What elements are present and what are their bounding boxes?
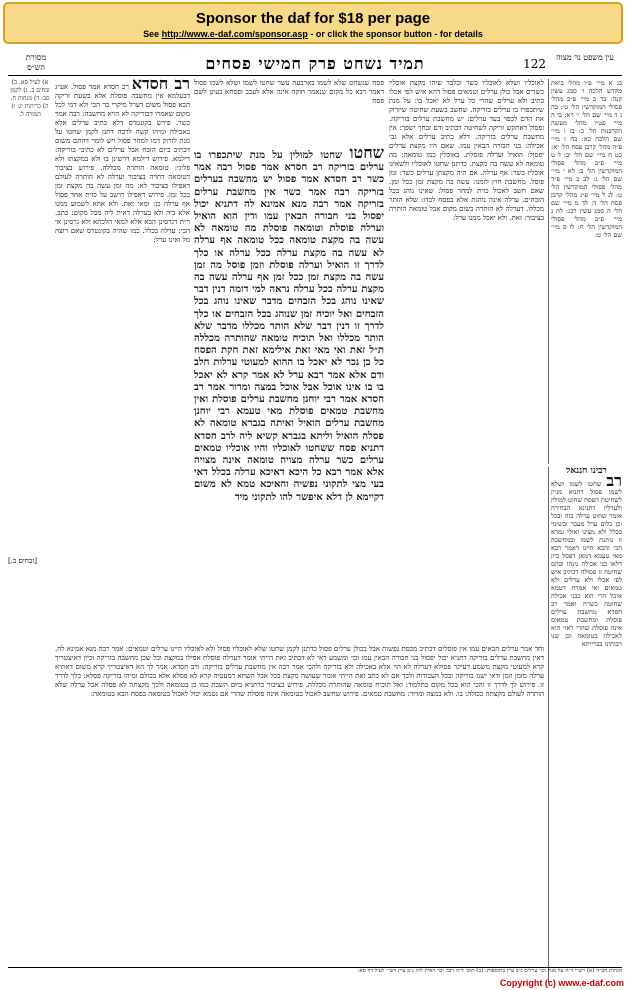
sponsor-banner-title[interactable]: Sponsor the daf for $18 per page — [195, 10, 431, 27]
sponsor-subtitle-suffix: - or click the sponsor button - for details — [307, 29, 483, 39]
page-header — [8, 47, 622, 77]
rashi-column: לאוכליו ושלא לאוכליו כשר ובלבד שיהו מקצת אוכליו כשרים אבל כולן ערלים וטמאים פסול דהא איש לפי אכלו כתיב ולא ערלים שהרי כל ערל לא יאכל בו: על מנת שיתכפרו בו ערלים בזריקה. שחשב בשעת שחיטה שיזרוק את הדם לכפר בעד ערלים: יש מחשבת ערלים בזריקה. ופסול דאתקש זריקה לשחיטה דכתיב ודם זבחך ישפך: אין מחשבת ערלים בזריקה. דלא כתיב ערלים אלא גבי אכילה: בני חבורה הבאין עמו. שאם היו מקצת ערלים יפסול: הואיל וערלה פוסלת. באוכלין כמו טומאה: מה טומאה לא עשה בה מקצת. כדתנן שחטו לאוכליו ולשאינו אוכליו כשר: אף ערלה. אם היה מקצתן ערלים כשר: זמן פוסל. מחשבת חוץ לזמנו: עשה בה מקצת זמן ככל זמן. שאם חשב לאכול כזית למחר פסול: שאינו נוהג בכל הזבחים. ערלה אינה נוהגת אלא בפסח לבדו: שלא הותר מכללו. דערלה לא הותרה בשום מקום אבל טומאה הותרה בציבור: זאת. ולא יאכל ממנו ערל: — [389, 79, 544, 222]
tosafot-text: רב חסדא אמר פסול. אע״ג דבעלמא אין מחשבה פוסלת אלא בשעת זריקה הכא פסול משום דערל מיקרי בר הכי ולא דמי לכל מקום שאמרו דבזריקה לא הויא מחשבה: רבה אמר כשר. פירש בקונטרס דלא כתיב ערלים אלא באכילה ומיהו קשה לרבה דתנן לקמן שחטו על מנת לזרוק דמו למחר פסול ויש לומר דהתם משום דכתיב ביום הזבח אבל ערלים לא כתיבי בזריקה: דילמא. פירוש דילמא דרשינן בו ולא במקצתו ולא פליגי: טומאה הותרה מכללה. פירוש בציבור דטומאה דחויה בציבור וערלה לא הותרה לעולם דאפילו בציבור לא: מה זמן עשה בה מקצת זמן ככל זמן. פירוש דאפילו חישב על כזית אחד פסול אף ערלה כן: ומאי זאת. ולא אתא לשמוע ממנו אלא ביה ולא בערלה דאית ליה מכל מקום: כתב. ר״ת דגרסינן הכא אלא למאי הלכתא ולא גרסינן אי הכי: ערלה בכלל. כמו שהיה בקונטרס שאם רוצה מל ואינו ערל: — [55, 83, 190, 244]
commentary-bottom-text: וחד אמר ערלים הבאים עמו אין פוסלים דכתיב מכסת נפשות אבל בכולן ערלים פסול כדתנן לקמן שחטו שלא לאוכליו פסול ולא לאוכליו היינו ערלים וטמאים: אמר רבה מנא אמינא לה. דאין מחשבת ערלים בזריקה דתניא יכול יפסול בני חבורה הבאין עמו וכו׳ ומשמע דאי לא דכתיב זאת הייתי אומר דערלה פוסלת אפילו במקצת וכל שכן מחשבה בזריקה וכיון דאיצטריך קרא למעוטי מקצת משמע דעיקר פסולא דערלה לא הוי אלא באכילה ולא בזריקה ולהכי אמר רבה אין מחשבת ערלים בזריקה: ורב חסדא. אמר לך הא דאיצטריך קרא משום דאתיא ערלה מזמן וזמן ודאי ישנו בזריקה ובכל העבודות ולכך אם לא כתב זאת הייתי אומר שעושה מקצת ככל אבל השתא דמעטיה קרא לא פסלא אלא בכולם ומיהו בזריקה פסלא: כלך לדרך זו. פירוש לך לדרך זו והכי הוא בכל מקום בתלמוד: ואל תוכיח טומאה שהותרה מכללה. פירוש בציבור כדתניא ביום השבת כמו כן בטומאה ולכך מקצתה לא פסלה אבל ערלה שלא הותרה לעולם מקצתה ככולה: בו. ולא במצה ומרור: מחשבת טמאים. פירוש שחשב לאכול בטומאה אינה פוסלת שהרי אם נטמא יכול לאכול בטומאה בפסח הבא בטומאה: — [55, 645, 544, 698]
header-divider — [8, 75, 622, 76]
tosafot-column — [55, 79, 190, 641]
page-title: תמיד נשחט פרק חמישי פסחים — [205, 54, 425, 73]
ein-mishpat-column: בג א מיי׳ פ״ו מהל׳ ביאת מקדש הלכה ו׳ סמג עשין קנה: בד ב מיי׳ פ״ב מהל׳ פסולי המוקדשין הל׳ ט׳: בה ג ד מיי׳ שם הל׳ י׳ ויא: בו ה מיי׳ פט״ו מהל׳ מעשה הקרבנות הל׳ כ: בז ו מיי׳ שם הלכה כא: בח ז מיי׳ פ״ה מהל׳ קרבן פסח הל׳ יא: בט ח מיי׳ שם הל׳ יב: ל ט מיי׳ פ״ב מהל׳ פסולי המוקדשין הל׳ ב: לא י מיי׳ שם הל׳ ג: לב כ מיי׳ פ״ד מהל׳ פסולי המוקדשין הל׳ ט: לג ל מיי׳ פ״ג מהל׳ קרבן פסח הל׳ ד: לד מ מיי׳ שם הל׳ ה סמג עשין רכג: לה נ מיי׳ פ״ב מהל׳ פסולי המוקדשין הל׳ ח: לו ס מיי׳ שם הל׳ ט: — [548, 79, 622, 464]
talmud-page — [8, 47, 622, 979]
sponsor-link[interactable]: http://www.e-daf.com/sponsor.asp — [161, 29, 308, 39]
mesoret-hashas-label: מסורת הש״ס — [25, 53, 47, 72]
sponsor-banner-subtitle — [5, 29, 621, 40]
tosafot-lead-word: רב חסדא — [131, 79, 190, 93]
rabbeinu-lead-word: רב — [606, 471, 622, 490]
sponsor-subtitle-prefix: See — [143, 29, 162, 39]
mesoret-hashas-column: א) לעיל סא. ב) זבחים ב. ג) לקמן סב: ד) מנחות ח. ה) כריתות יג: ו) תמורה ל. — [10, 79, 50, 118]
gemara-text: שחטו למולין על מנת שיתכפרו בו ערלים בזריקה רב חסדא אמר פסול רבה אמר כשר רב חסדא אמר פסול יש מחשבה בערלים בזריקה רבה אמר כשר אין מחשבת ערלים בזריקה אמר רבה מנא אמינא לה דתניא יכול יפסול בני חבורה הבאין עמו ודין הוא הואיל וערלה פוסלת וטומאה פוסלת מה טומאה לא עשה בה מקצת טומאה ככל טומאה אף ערלה לא עשה בה מקצת ערלה ככל ערלה או כלך לדרך זו הואיל וערלה פוסלת וזמן פוסל מה זמן עשה בה מקצת זמן ככל זמן אף ערלה עשה בה מקצת ערלה ככל ערלה נראה למי דומה דנין דבר שאינו נוהג בכל הזבחים מדבר שאינו נוהג בכל הזבחים ואל יוכיח זמן שנוהג בכל הזבחים או כלך לדרך זו דנין דבר שלא הותר מכללו מדבר שלא הותר מכללו ואל תוכיח טומאה שהותרה מכללה ת״ל זאת ואי מאי זאת אילימא זאת חקת הפסח כל בן נכר לא יאכל בו ההוא למעוטי ערלות חלב ודם אלא אמר רבא ערל לא אמר קרא לא יאכל בו בו אינו אוכל אבל אוכל במצה ומרור אמר רב חסדא אמר רבי יוחנן מחשבת ערלים פוסלת ואין מחשבת טמאים פוסלת מאי טעמא רבי יוחנן מחשבת ערלים הואיל ואיתה בגברא טומאה לא פסלה הואיל וליתא בגברא קשיא ליה לרב חסדא דתניא פסח ששחטו לאוכליו והיו אוכליו טמאים ערלים כשר ערלה מצויה טומאה אינה מצויה אלא אמר רבא כל היכא דאיכא ערלה בכלל דאי בעי מצי לתקוני נפשיה והאיכא טמא לא משום דקיימא לן דלא איפשר להו לתקוני מיד — [194, 150, 384, 503]
ein-mishpat-label: עין משפט נר מצוה — [556, 53, 614, 62]
page-number: 122 — [523, 57, 546, 71]
copyright-link[interactable]: Copyright (c) www.e-daf.com — [499, 978, 624, 988]
rabbeinu-chananel-title: רבינו חננאל — [566, 467, 607, 476]
rabbeinu-chananel-text: שחטו לשמו ושלא לשמו פסול דתניא מניין לשחיטת הפסח שחוט למולין ולערלין דתנינא הבחירה אומר שחוט ערלה בזה ובכל וכן כלום ערל מעבר ובשינוי בכלל ולא מצינו ואולי גמרא זו נותנת לשמו ובמחשבה הכי והכא היינו דאמר רבא מאי טעמא דמאן דפסל כיון דלאו בני אכילה נינהו ובהם שחיטה זו פסולה דכתיב איש לפי אכלו ולא ערלים ולא טמאים ואי אמרת דטמא אוכל הרי הוא כבני אכילה שחוטה כשרה ואמר רב חסדא מחשבת ערלים פוסלת ומחשבת טמאים אינה פוסלת שהרי ראוי הוא לאכילה בטומאה וכן שנו רבותינו בברייתא — [551, 480, 622, 648]
sponsor-banner[interactable] — [3, 2, 623, 44]
gemara-lead-word: שחטו — [349, 147, 384, 162]
gemara-column — [194, 147, 384, 639]
gemara-top-text: פסח שנשחט שלא לשמו בארבעה עשר שחטו לשמו ושלא לשמו פסול דאמר רבא כל מקום שנאמר חוקה אינה אלא לעכב ופסחא בעינן לשם פסח — [194, 79, 384, 105]
hagahot-footnote: הגהות הב״ח (א) רש״י ד״ה על מנת וכו׳ ערלים נ״ב עיין בתוספות: (ב) תוס׳ ד״ה רבה וכו׳ דאית ליה נ״ב עיין רש״י לעיל דף סא: — [8, 967, 622, 982]
margin-note: [זבחים ב.] — [8, 557, 37, 565]
rabbeinu-chananel-column — [548, 467, 622, 982]
